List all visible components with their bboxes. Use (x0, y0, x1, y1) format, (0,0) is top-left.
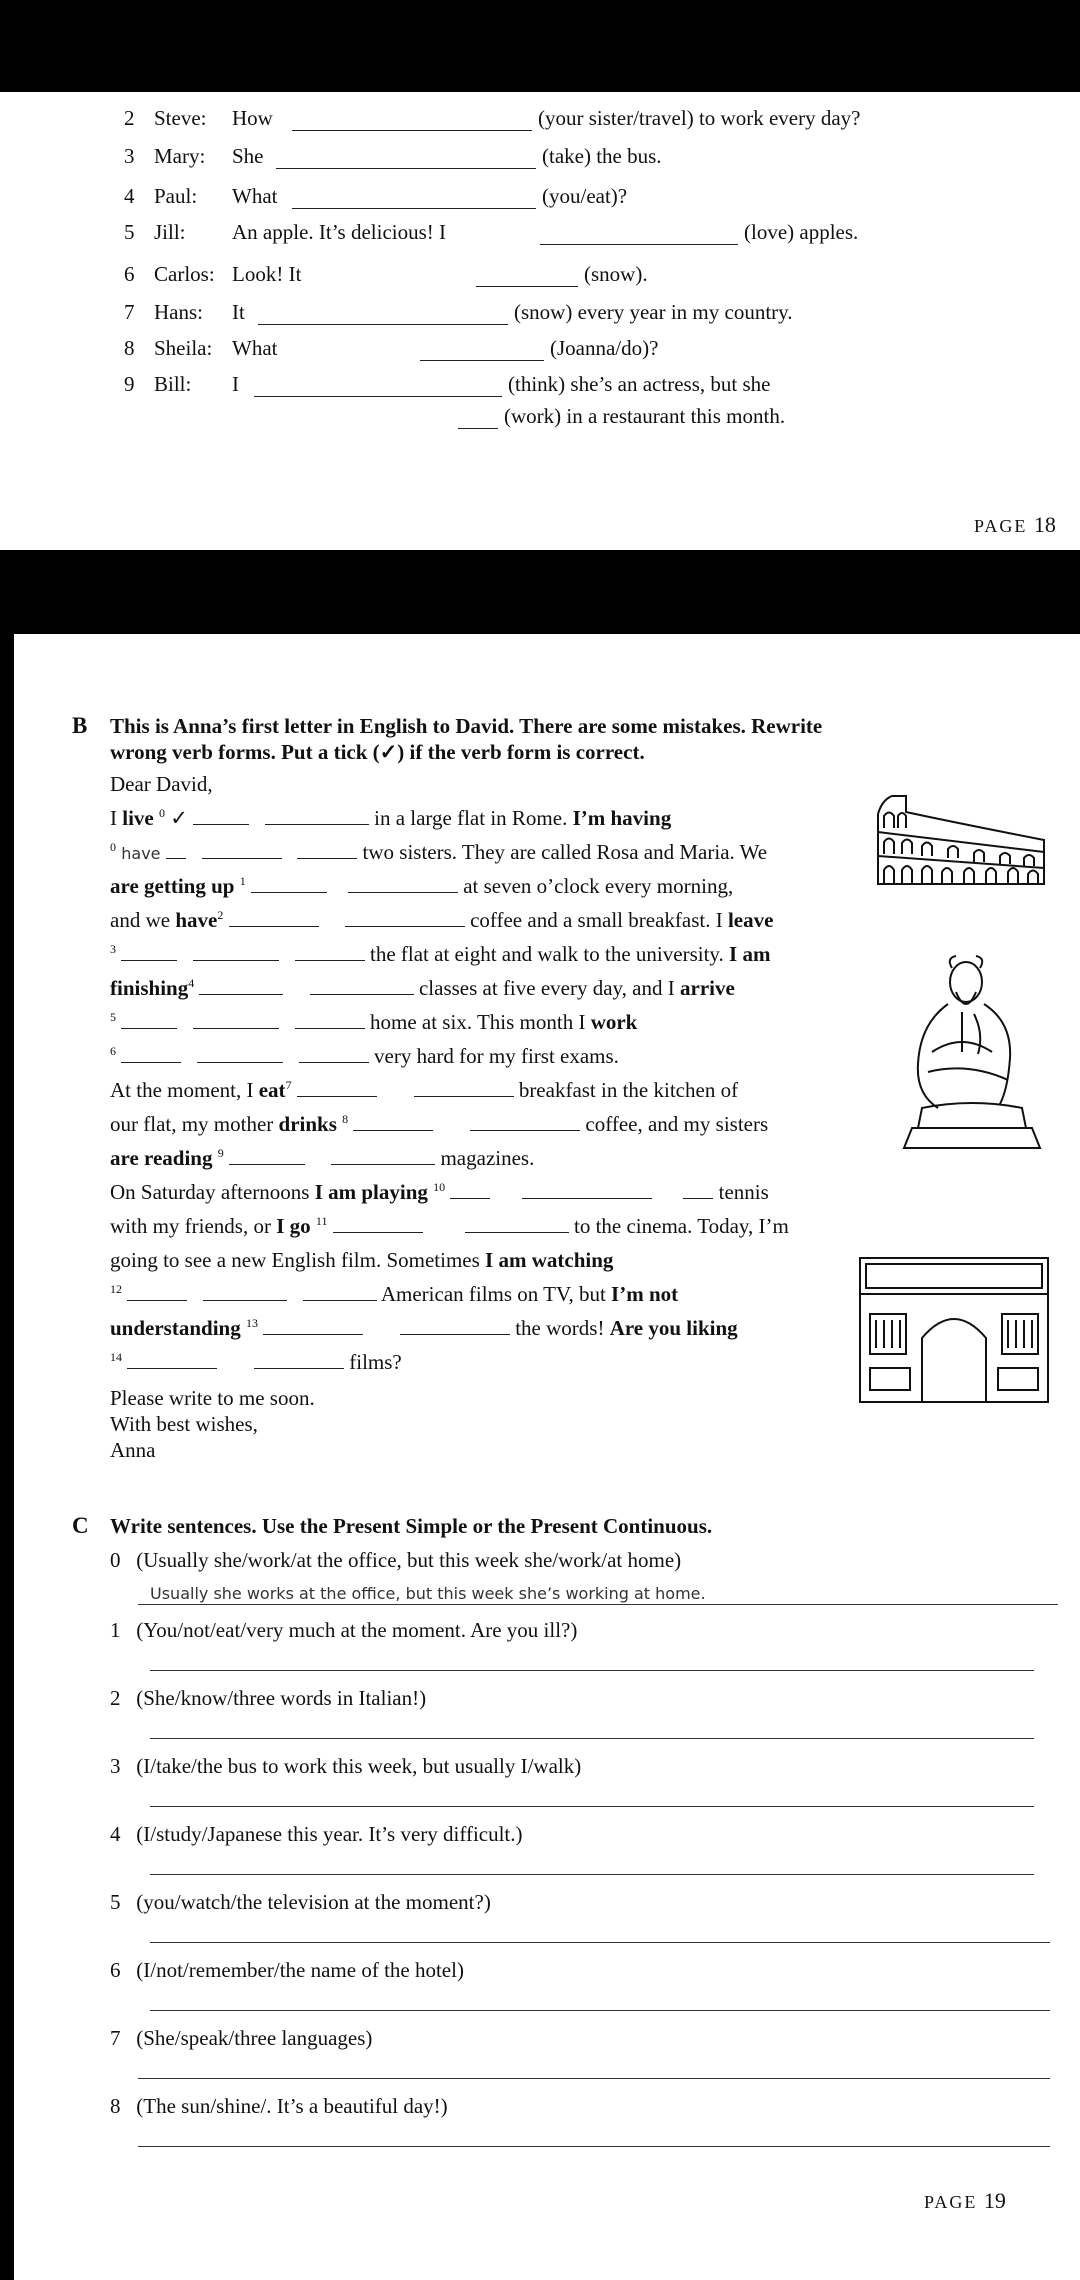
c-item-0: 0 (Usually she/work/at the office, but this week she/work/at home) (110, 1548, 682, 1572)
answer-blank[interactable] (127, 1282, 187, 1301)
letter-line-9: At the moment, I eat$^7$ breakfast in the kitchen of (110, 1078, 739, 1102)
answer-line[interactable] (150, 1874, 1034, 1875)
answer-blank-0b[interactable] (265, 806, 369, 825)
letter-line-11: are reading $^9$ magazines. (110, 1146, 535, 1170)
c-item-5: 5 (you/watch/the television at the moment?) (110, 1890, 491, 1914)
letter-line-10: our flat, my mother drinks $^8$ coffee, and my sisters (110, 1112, 769, 1136)
letter-line-3: are getting up $^1$ at seven o’clock every morning, (110, 874, 734, 898)
page-18: 2 Steve: How (your sister/travel) to work every day? 3 Mary: She (take) the bus. 4 Paul: What (you/eat)? 5 Jill: An apple. It’s delicious! I (love) apples. 6 Carlos: Look! It (snow). 7 Hans: It (snow) every year in my country. 8 Sheila: What (Joanna/do)? 9 Bill: I (think) she’s an actress, but she (work) in a restaurant this month. PAGE 18 (0, 92, 1080, 550)
page-19 (14, 634, 1080, 2280)
section-c-instruction: Write sentences. Use the Present Simple or the Present Continuous. (110, 1514, 713, 1538)
answer-blank[interactable] (254, 378, 502, 397)
answer-blank[interactable] (465, 1214, 569, 1233)
answer-blank[interactable] (400, 1316, 510, 1335)
answer-blank[interactable] (450, 1180, 490, 1199)
answer-blank[interactable] (297, 840, 357, 859)
answer-blank[interactable] (299, 1044, 369, 1063)
answer-line[interactable] (138, 1604, 1058, 1605)
letter-line-17: $^{14}$ films? (110, 1350, 402, 1374)
answer-blank[interactable] (276, 150, 536, 169)
c-item-6: 6 (I/not/remember/the name of the hotel) (110, 1958, 464, 1982)
letter-closing-2: With best wishes, (110, 1412, 258, 1436)
letter-line-5: $^3$ the flat at eight and walk to the university. I am (110, 942, 771, 966)
c-item-0-answer: Usually she works at the office, but this week she’s working at home. (150, 1584, 706, 1603)
answer-blank[interactable] (414, 1078, 514, 1097)
answer-line[interactable] (150, 1738, 1034, 1739)
answer-blank[interactable] (121, 1044, 181, 1063)
c-item-7: 7 (She/speak/three languages) (110, 2026, 373, 2050)
answer-blank[interactable] (310, 976, 414, 995)
c-item-4: 4 (I/study/Japanese this year. It’s very difficult.) (110, 1822, 523, 1846)
answer-blank[interactable] (166, 840, 186, 859)
answer-blank[interactable] (199, 976, 283, 995)
answer-line[interactable] (150, 2010, 1050, 2011)
answer-blank[interactable] (295, 942, 365, 961)
answer-line[interactable] (150, 1942, 1050, 1943)
answer-blank[interactable] (297, 1078, 377, 1097)
answer-line[interactable] (150, 1806, 1034, 1807)
answer-blank[interactable] (292, 112, 532, 131)
letter-line-2: $^0$ have two sisters. They are called Rosa and Maria. We (110, 840, 768, 864)
answer-blank[interactable] (229, 1146, 305, 1165)
answer-blank[interactable] (295, 1010, 365, 1029)
answer-blank[interactable] (202, 840, 282, 859)
letter-greeting: Dear David, (110, 772, 213, 796)
letter-line-1: I live $^0$ ✓ in a large flat in Rome. I’m having (110, 806, 672, 830)
answer-blank[interactable] (476, 268, 578, 287)
answer-blank[interactable] (345, 908, 465, 927)
letter-line-8: $^6$ very hard for my first exams. (110, 1044, 619, 1068)
answer-blank[interactable] (229, 908, 319, 927)
letter-signature: Anna (110, 1438, 156, 1462)
answer-blank[interactable] (540, 226, 738, 245)
tick-mark: ✓ (170, 806, 188, 830)
letter-line-6: finishing$^4$ classes at five every day, and I arrive (110, 976, 735, 1000)
c-item-3: 3 (I/take/the bus to work this week, but usually I/walk) (110, 1754, 582, 1778)
answer-blank[interactable] (193, 1010, 279, 1029)
letter-line-15: $^{12}$ American films on TV, but I’m not (110, 1282, 679, 1306)
answer-blank[interactable] (470, 1112, 580, 1131)
answer-line[interactable] (150, 1670, 1034, 1671)
colosseum-drawing (872, 792, 1052, 888)
triumphal-arch-drawing (856, 1254, 1052, 1406)
answer-blank[interactable] (333, 1214, 423, 1233)
answer-blank[interactable] (197, 1044, 283, 1063)
answer-blank[interactable] (458, 410, 498, 429)
letter-line-4: and we have$^2$ coffee and a small breakfast. I leave (110, 908, 774, 932)
answer-blank[interactable] (353, 1112, 433, 1131)
handwritten-answer: have (121, 844, 161, 863)
answer-blank[interactable] (683, 1180, 713, 1199)
section-b-letter: B (72, 713, 88, 738)
section-c-letter: C (72, 1513, 89, 1538)
answer-blank[interactable] (127, 1350, 217, 1369)
letter-line-13: with my friends, or I go $^{11}$ to the cinema. Today, I’m (110, 1214, 789, 1238)
answer-blank[interactable] (203, 1282, 287, 1301)
answer-blank[interactable] (303, 1282, 377, 1301)
c-item-8: 8 (The sun/shine/. It’s a beautiful day!) (110, 2094, 448, 2118)
letter-line-7: $^5$ home at six. This month I work (110, 1010, 638, 1034)
letter-line-14: going to see a new English film. Sometimes I am watching (110, 1248, 614, 1272)
answer-blank[interactable] (121, 942, 177, 961)
answer-blank[interactable] (420, 342, 544, 361)
page-number: PAGE 19 (924, 2188, 1006, 2213)
answer-line[interactable] (138, 2146, 1050, 2147)
statue-drawing (892, 952, 1052, 1152)
section-b-instruction-2: wrong verb forms. Put a tick (✓) if the verb form is correct. (110, 740, 645, 764)
answer-blank-0a[interactable] (193, 806, 249, 825)
c-item-2: 2 (She/know/three words in Italian!) (110, 1686, 427, 1710)
c-item-1: 1 (You/not/eat/very much at the moment. Are you ill?) (110, 1618, 578, 1642)
answer-blank[interactable] (258, 306, 508, 325)
answer-blank[interactable] (292, 190, 536, 209)
section-b-instruction-1: This is Anna’s first letter in English to David. There are some mistakes. Rewrite (110, 714, 823, 738)
answer-blank[interactable] (522, 1180, 652, 1199)
answer-blank[interactable] (263, 1316, 363, 1335)
answer-line[interactable] (138, 2078, 1050, 2079)
answer-blank[interactable] (193, 942, 279, 961)
answer-blank[interactable] (121, 1010, 177, 1029)
answer-blank[interactable] (254, 1350, 344, 1369)
letter-line-12: On Saturday afternoons I am playing $^{10}$ tennis (110, 1180, 769, 1204)
answer-blank[interactable] (348, 874, 458, 893)
answer-blank[interactable] (331, 1146, 435, 1165)
letter-closing-1: Please write to me soon. (110, 1386, 315, 1410)
letter-line-16: understanding $^{13}$ the words! Are you liking (110, 1316, 738, 1340)
answer-blank[interactable] (251, 874, 327, 893)
page-number: PAGE 18 (974, 512, 1056, 537)
